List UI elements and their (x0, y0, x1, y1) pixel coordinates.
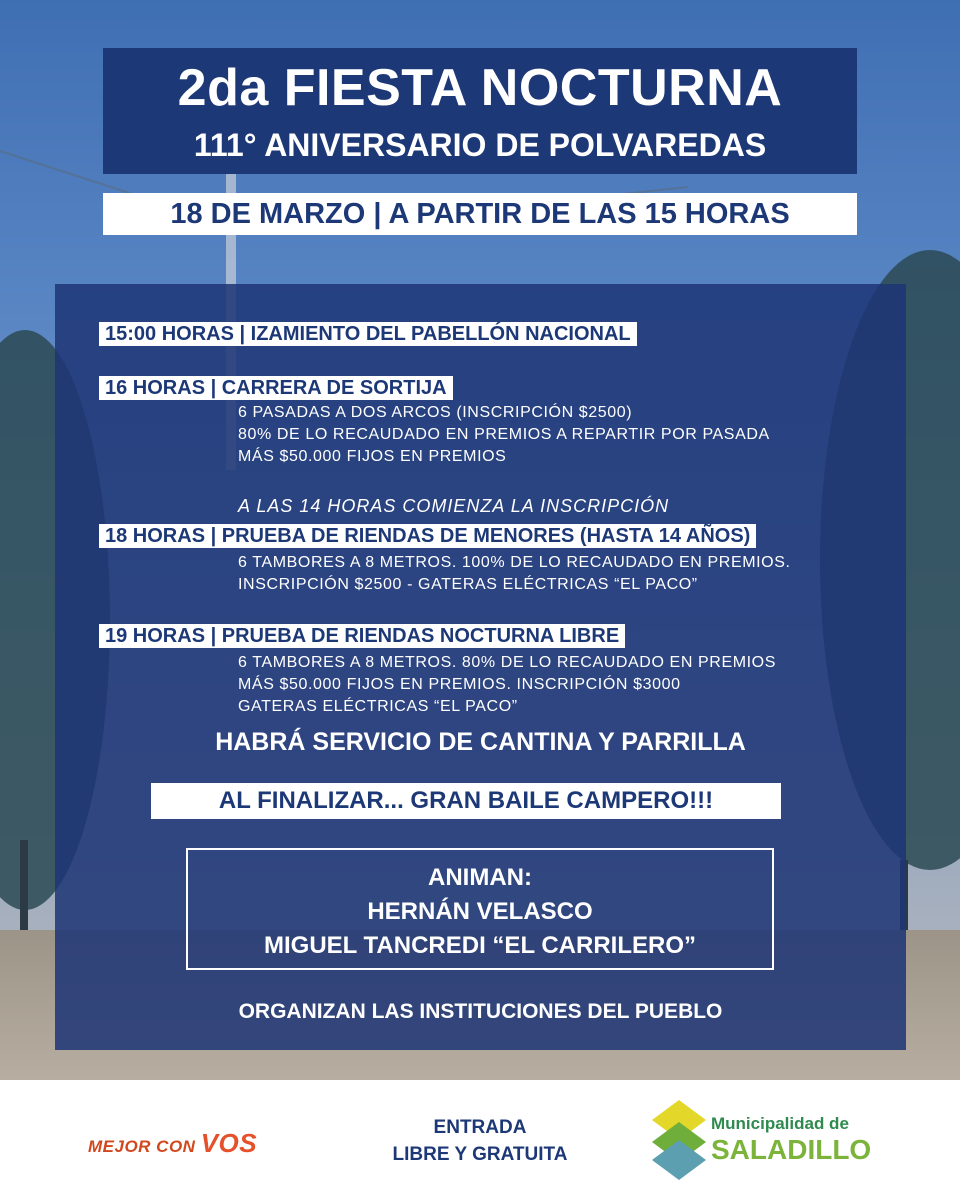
baile-banner: AL FINALIZAR... GRAN BAILE CAMPERO!!! (151, 783, 781, 819)
schedule-detail: 6 TAMBORES A 8 METROS. 80% DE LO RECAUDADO EN PREMIOS (238, 654, 777, 671)
municipality-logo-icon (652, 1100, 706, 1180)
tree-trunk (20, 840, 28, 940)
inscription-note: A LAS 14 HORAS COMIENZA LA INSCRIPCIÓN (238, 496, 670, 516)
schedule-detail: 80% DE LO RECAUDADO EN PREMIOS A REPARTIR POR PASADA (238, 426, 770, 443)
cantina-notice: HABRÁ SERVICIO DE CANTINA Y PARRILLA (215, 728, 746, 756)
animator-name: MIGUEL TANCREDI “EL CARRILERO” (263, 932, 696, 959)
organizers: ORGANIZAN LAS INSTITUCIONES DEL PUEBLO (238, 1000, 723, 1023)
slogan-logo (88, 1128, 257, 1159)
event-date: 18 DE MARZO | A PARTIR DE LAS 15 HORAS (103, 193, 857, 235)
schedule-detail: MÁS $50.000 FIJOS EN PREMIOS (238, 448, 507, 465)
slogan-prefix: MEJOR CON (88, 1137, 201, 1156)
animator-name: HERNÁN VELASCO (367, 898, 593, 925)
slogan-emphasis: VOS (200, 1128, 258, 1158)
municipality-line-1: Municipalidad de (711, 1114, 849, 1133)
entrada-line-1: ENTRADA (433, 1117, 527, 1138)
schedule-detail: GATERAS ELÉCTRICAS “EL PACO” (238, 698, 518, 715)
municipality-line-2: SALADILLO (711, 1134, 872, 1165)
animan-label: ANIMAN: (428, 864, 532, 891)
schedule-detail: INSCRIPCIÓN $2500 - GATERAS ELÉCTRICAS “EL PACO” (238, 576, 698, 593)
animan-box (186, 848, 774, 970)
schedule-heading-menores: 18 HORAS | PRUEBA DE RIENDAS DE MENORES (HASTA 14 AÑOS) (99, 524, 756, 548)
schedule-heading-nocturna: 19 HORAS | PRUEBA DE RIENDAS NOCTURNA LIBRE (99, 624, 625, 648)
schedule-detail: 6 PASADAS A DOS ARCOS (INSCRIPCIÓN $2500) (238, 404, 633, 421)
schedule-detail: 6 TAMBORES A 8 METROS. 100% DE LO RECAUDADO EN PREMIOS. (238, 554, 791, 571)
schedule-detail: MÁS $50.000 FIJOS EN PREMIOS. INSCRIPCIÓN $3000 (238, 676, 681, 693)
title-banner (103, 48, 857, 174)
schedule-heading-sortija: 16 HORAS | CARRERA DE SORTIJA (99, 376, 453, 400)
event-title: 2da FIESTA NOCTURNA (177, 59, 783, 117)
event-subtitle: 111° ANIVERSARIO DE POLVAREDAS (193, 127, 767, 163)
schedule-heading-1500: 15:00 HORAS | IZAMIENTO DEL PABELLÓN NACIONAL (99, 322, 637, 346)
entrada-line-2: LIBRE Y GRATUITA (392, 1144, 568, 1165)
